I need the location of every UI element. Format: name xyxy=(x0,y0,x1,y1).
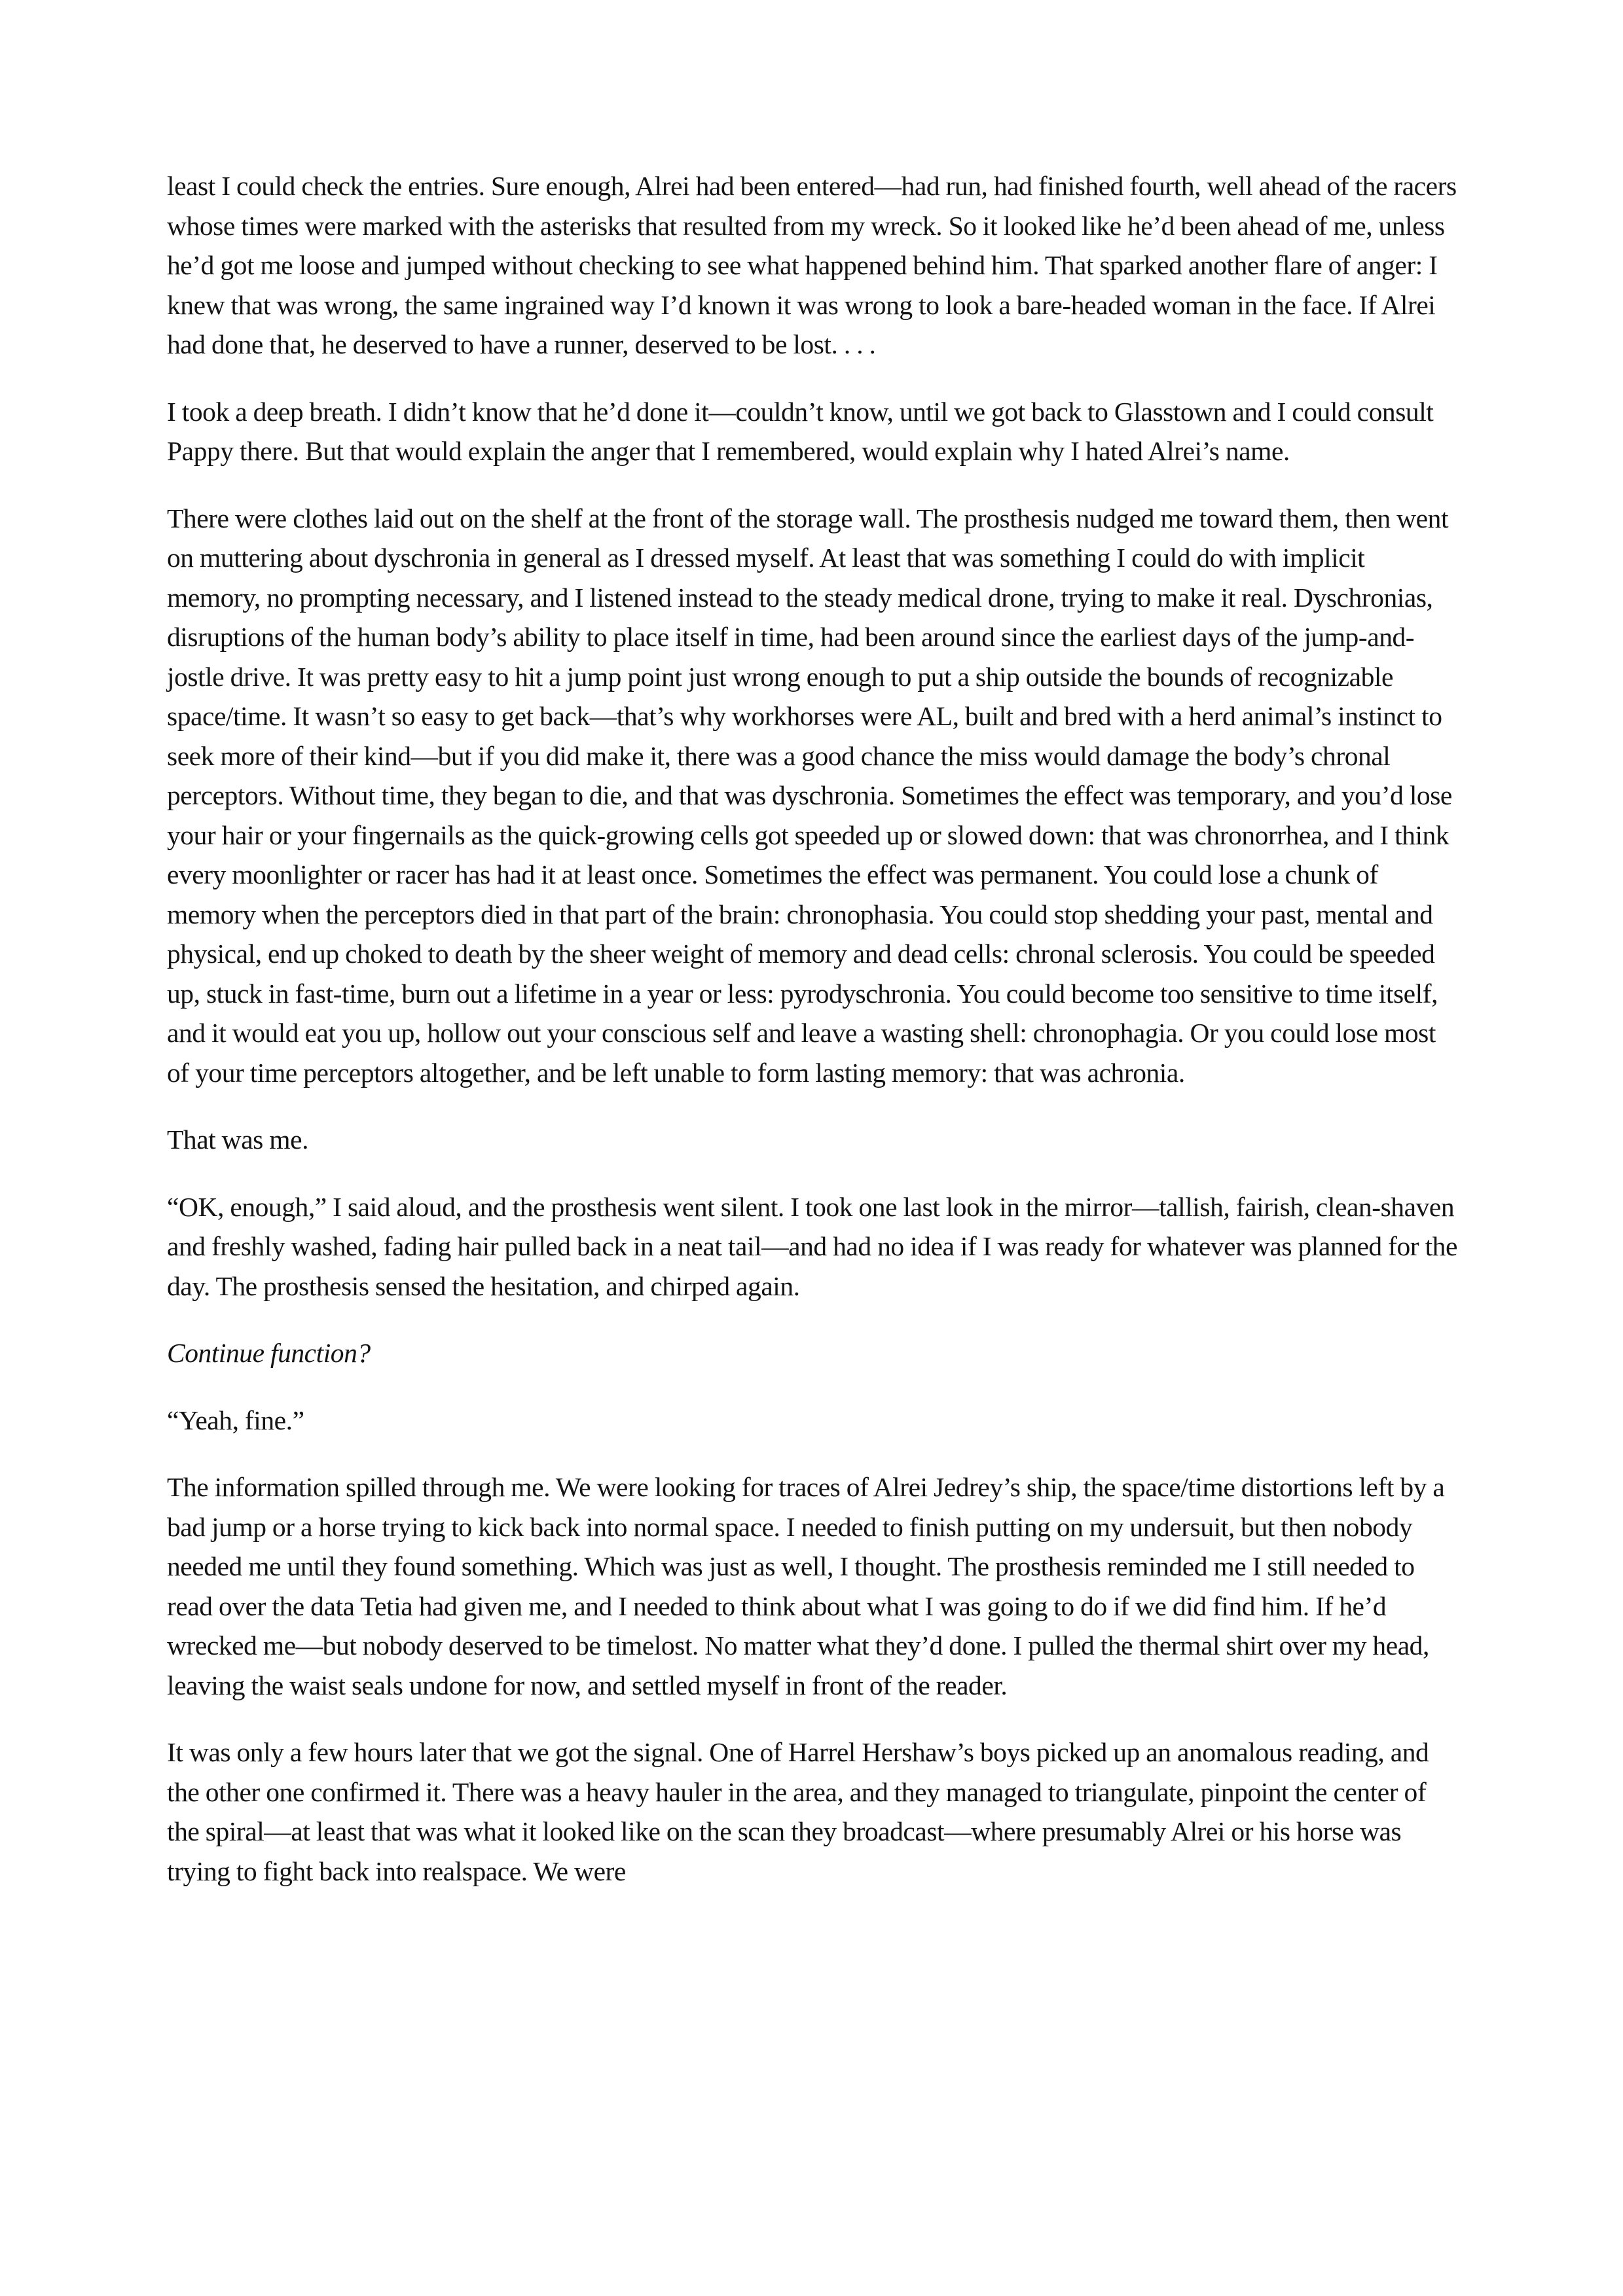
paragraph-9: It was only a few hours later that we got the signal. One of Harrel Hershaw’s boys picked up an anomalous reading, and the other one confirmed it. There was a heavy hauler in the area, and they managed to triangulate, pinpoint the center of the spiral—at least that was what it looked like on the scan they broadcast—where presumably Alrei or his horse was trying to fight back into realspace. We were xyxy=(167,1737,1429,1886)
paragraph-8: The information spilled through me. We were looking for traces of Alrei Jedrey’s ship, the space/time distortions left by a bad jump or a horse trying to kick back into normal space. I needed to finish putting on my undersuit, but then nobody needed me until they found something. Which was just as well, I thought. The prosthesis reminded me I still needed to read over the data Tetia had given me, and I needed to think about what I was going to do if we did find him. If he’d wrecked me—but nobody deserved to be timelost. No matter what they’d done. I pulled the thermal shirt over my head, leaving the waist seals undone for now, and settled myself in front of the reader. xyxy=(167,1472,1445,1700)
paragraph-1: least I could check the entries. Sure enough, Alrei had been entered—had run, had finished fourth, well ahead of the racers whose times were marked with the asterisks that resulted from my wreck. So it looked like he’d been ahead of me, unless he’d got me loose and jumped without checking to see what happened behind him. That sparked another flare of anger: I knew that was wrong, the same ingrained way I’d known it was wrong to look a bare-headed woman in the face. If Alrei had done that, he deserved to have a runner, deserved to be lost. . . . xyxy=(167,171,1457,359)
paragraph-6-italic-prompt: Continue function? xyxy=(167,1338,371,1368)
paragraph-3: There were clothes laid out on the shelf at the front of the storage wall. The prosthesis nudged me toward them, then went on muttering about dyschronia in general as I dressed myself. At least that was something I could do with implicit memory, no prompting necessary, and I listened instead to the steady medical drone, trying to make it real. Dyschronias, disruptions of the human body’s ability to place itself in time, had been around since the earliest days of the jump-and-jostle drive. It was pretty easy to hit a jump point just wrong enough to put a ship outside the bounds of recognizable space/time. It wasn’t so easy to get back—that’s why workhorses were AL, built and bred with a herd animal’s instinct to seek more of their kind—but if you did make it, there was a good chance the miss would damage the body’s chronal perceptors. Without time, they began to die, and that was dyschronia. Sometimes the effect was temporary, and you’d lose your hair or your fingernails as the quick-growing cells got speeded up or slowed down: that was chronorrhea, and I think every moonlighter or racer has had it at least once. Sometimes the effect was permanent. You could lose a chunk of memory when the perceptors died in that part of the brain: chronophasia. You could stop shedding your past, mental and physical, end up choked to death by the sheer weight of memory and dead cells: chronal sclerosis. You could be speeded up, stuck in fast-time, burn out a lifetime in a year or less: pyrodyschronia. You could become too sensitive to time itself, and it would eat you up, hollow out your conscious self and leave a wasting shell: chronophagia. Or you could lose most of your time perceptors altogether, and be left unable to form lasting memory: that was achronia. xyxy=(167,503,1452,1088)
body-text xyxy=(167,166,1463,1918)
paragraph-4: That was me. xyxy=(167,1124,309,1155)
paragraph-2: I took a deep breath. I didn’t know that he’d done it—couldn’t know, until we got back to Glasstown and I could consult Pappy there. But that would explain the anger that I remembered, would explain why I hated Alrei’s name. xyxy=(167,396,1434,466)
paragraph-7: “Yeah, fine.” xyxy=(167,1405,304,1435)
paragraph-5: “OK, enough,” I said aloud, and the prosthesis went silent. I took one last look in the mirror—tallish, fairish, clean-shaven and freshly washed, fading hair pulled back in a neat tail—and had no idea if I was ready for whatever was planned for the day. The prosthesis sensed the hesitation, and chirped again. xyxy=(167,1191,1457,1301)
